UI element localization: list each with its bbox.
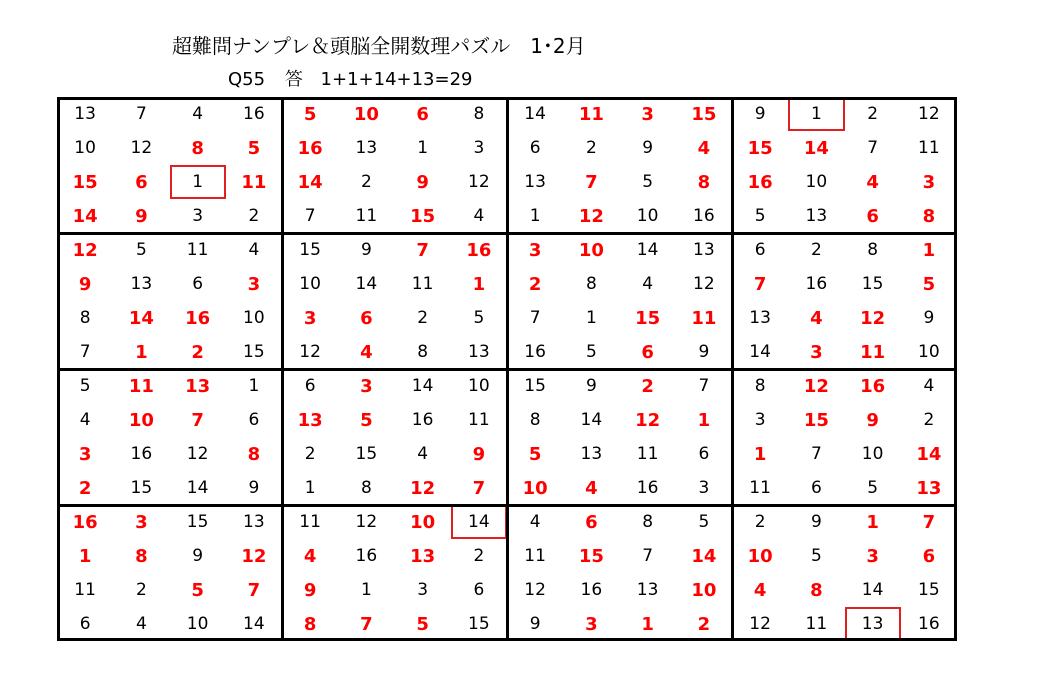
grid-cell-r13-c4: 13 bbox=[243, 512, 265, 532]
grid-cell-r8-c8: 13 bbox=[468, 342, 490, 362]
grid-cell-r1-c12: 15 bbox=[691, 103, 717, 125]
grid-cell-r7-c16: 9 bbox=[923, 308, 935, 328]
grid-cell-r11-c16: 14 bbox=[916, 443, 942, 465]
grid-cell-r4-c8: 4 bbox=[473, 206, 485, 226]
grid-cell-r13-c14: 9 bbox=[810, 512, 822, 532]
grid-cell-r10-c4: 6 bbox=[248, 410, 260, 430]
grid-cell-r14-c1: 1 bbox=[78, 545, 92, 567]
grid-cell-r4-c15: 6 bbox=[866, 205, 879, 227]
grid-cell-r7-c3: 16 bbox=[185, 307, 211, 329]
grid-cell-r14-c15: 3 bbox=[866, 545, 879, 567]
grid-cell-r1-c9: 14 bbox=[524, 104, 546, 124]
grid-cell-r8-c14: 3 bbox=[810, 341, 823, 363]
grid-cell-r10-c14: 15 bbox=[803, 409, 829, 431]
grid-cell-r6-c1: 9 bbox=[78, 273, 92, 295]
grid-cell-r15-c11: 13 bbox=[636, 580, 659, 600]
grid-cell-r6-c2: 13 bbox=[130, 274, 153, 294]
grid-cell-r9-c16: 4 bbox=[923, 376, 935, 396]
grid-cell-r3-c9: 13 bbox=[524, 172, 546, 192]
grid-cell-r14-c8: 2 bbox=[473, 546, 485, 566]
grid-cell-r13-c12: 5 bbox=[698, 512, 710, 532]
grid-cell-r6-c13: 7 bbox=[753, 273, 767, 295]
grid-cell-r14-c4: 12 bbox=[241, 545, 267, 567]
grid-cell-r16-c8: 15 bbox=[468, 614, 490, 634]
grid-cell-r3-c10: 7 bbox=[585, 171, 598, 193]
grid-cell-r9-c14: 12 bbox=[803, 375, 829, 397]
grid-cell-r6-c9: 2 bbox=[528, 273, 542, 295]
grid-cell-r2-c4: 5 bbox=[247, 137, 261, 159]
grid-cell-r8-c7: 8 bbox=[417, 342, 429, 362]
grid-cell-r3-c6: 2 bbox=[360, 172, 372, 192]
grid-cell-r11-c2: 16 bbox=[130, 444, 153, 464]
grid-cell-r15-c1: 11 bbox=[74, 580, 96, 600]
grid-cell-r13-c3: 15 bbox=[186, 512, 209, 532]
grid-cell-r12-c14: 6 bbox=[810, 478, 822, 498]
grid-cell-r3-c13: 16 bbox=[747, 171, 773, 193]
grid-cell-r1-c13: 9 bbox=[754, 104, 766, 124]
grid-cell-r15-c2: 2 bbox=[135, 580, 147, 600]
grid-cell-r6-c3: 6 bbox=[192, 274, 204, 294]
grid-cell-r3-c14: 10 bbox=[805, 172, 828, 192]
grid-cell-r2-c2: 12 bbox=[130, 138, 153, 158]
grid-cell-r12-c3: 14 bbox=[186, 478, 209, 498]
grid-cell-r13-c16: 7 bbox=[922, 511, 936, 533]
grid-cell-r8-c11: 6 bbox=[641, 341, 654, 363]
sudoku-grid bbox=[57, 97, 957, 641]
block-border-horizontal bbox=[57, 368, 957, 371]
grid-cell-r16-c5: 8 bbox=[303, 613, 317, 635]
grid-cell-r11-c7: 4 bbox=[417, 444, 429, 464]
grid-cell-r13-c11: 8 bbox=[642, 512, 654, 532]
block-border-horizontal bbox=[57, 504, 957, 507]
grid-cell-r4-c7: 15 bbox=[410, 205, 436, 227]
grid-cell-r9-c7: 14 bbox=[411, 376, 434, 396]
grid-cell-r7-c15: 12 bbox=[860, 307, 886, 329]
grid-cell-r16-c13: 12 bbox=[749, 614, 771, 634]
grid-cell-r8-c15: 11 bbox=[860, 341, 886, 363]
grid-cell-r15-c9: 12 bbox=[524, 580, 546, 600]
grid-cell-r15-c10: 16 bbox=[580, 580, 603, 600]
grid-cell-r12-c5: 1 bbox=[304, 478, 316, 498]
grid-cell-r14-c5: 4 bbox=[303, 545, 317, 567]
grid-cell-r14-c11: 7 bbox=[642, 546, 654, 566]
grid-cell-r1-c2: 7 bbox=[135, 104, 147, 124]
grid-cell-r11-c8: 9 bbox=[472, 443, 486, 465]
grid-cell-r16-c16: 16 bbox=[918, 614, 940, 634]
grid-cell-r7-c12: 11 bbox=[691, 307, 717, 329]
grid-cell-r10-c6: 5 bbox=[360, 409, 373, 431]
grid-cell-r15-c3: 5 bbox=[191, 579, 204, 601]
grid-cell-r10-c15: 9 bbox=[866, 409, 879, 431]
grid-cell-r10-c10: 14 bbox=[580, 410, 603, 430]
grid-cell-r1-c5: 5 bbox=[303, 103, 317, 125]
grid-cell-r6-c14: 16 bbox=[805, 274, 828, 294]
grid-cell-r16-c12: 2 bbox=[697, 613, 711, 635]
grid-cell-r10-c2: 10 bbox=[128, 409, 154, 431]
grid-cell-r6-c8: 1 bbox=[472, 273, 486, 295]
grid-cell-r6-c10: 8 bbox=[585, 274, 597, 294]
grid-cell-r11-c4: 8 bbox=[247, 443, 261, 465]
grid-cell-r5-c5: 15 bbox=[299, 240, 321, 260]
grid-cell-r14-c6: 16 bbox=[355, 546, 378, 566]
grid-cell-r5-c12: 13 bbox=[693, 240, 715, 260]
grid-cell-r12-c1: 2 bbox=[78, 477, 92, 499]
grid-cell-r7-c9: 7 bbox=[529, 308, 541, 328]
grid-cell-r3-c11: 5 bbox=[642, 172, 654, 192]
grid-cell-r12-c10: 4 bbox=[585, 477, 598, 499]
grid-cell-r16-c1: 6 bbox=[79, 614, 91, 634]
grid-cell-r1-c16: 12 bbox=[918, 104, 940, 124]
grid-cell-r5-c7: 7 bbox=[416, 239, 429, 261]
grid-cell-r6-c4: 3 bbox=[247, 273, 261, 295]
grid-cell-r4-c3: 3 bbox=[192, 206, 204, 226]
grid-cell-r1-c3: 4 bbox=[192, 104, 204, 124]
grid-cell-r2-c9: 6 bbox=[529, 138, 541, 158]
grid-cell-r13-c9: 4 bbox=[529, 512, 541, 532]
grid-cell-r12-c6: 8 bbox=[360, 478, 372, 498]
grid-cell-r6-c12: 12 bbox=[693, 274, 715, 294]
grid-cell-r16-c4: 14 bbox=[243, 614, 265, 634]
grid-cell-r1-c6: 10 bbox=[353, 103, 379, 125]
grid-cell-r5-c3: 11 bbox=[186, 240, 209, 260]
grid-cell-r5-c6: 9 bbox=[360, 240, 372, 260]
grid-cell-r5-c4: 4 bbox=[248, 240, 260, 260]
grid-cell-r3-c1: 15 bbox=[72, 171, 98, 193]
grid-cell-r7-c2: 14 bbox=[128, 307, 154, 329]
answer-formula: 1+1+14+13=29 bbox=[320, 69, 473, 90]
grid-cell-r3-c2: 6 bbox=[135, 171, 148, 193]
grid-cell-r4-c13: 5 bbox=[754, 206, 766, 226]
grid-cell-r8-c4: 15 bbox=[243, 342, 265, 362]
grid-cell-r10-c9: 8 bbox=[529, 410, 541, 430]
grid-cell-r4-c6: 11 bbox=[355, 206, 378, 226]
grid-cell-r3-c3: 1 bbox=[170, 165, 226, 199]
grid-cell-r7-c8: 5 bbox=[473, 308, 485, 328]
grid-cell-r15-c15: 14 bbox=[861, 580, 884, 600]
grid-cell-r15-c13: 4 bbox=[753, 579, 767, 601]
grid-cell-r11-c11: 11 bbox=[636, 444, 659, 464]
grid-cell-r8-c3: 2 bbox=[191, 341, 204, 363]
grid-cell-r5-c16: 1 bbox=[922, 239, 936, 261]
grid-cell-r13-c10: 6 bbox=[585, 511, 598, 533]
grid-cell-r13-c6: 12 bbox=[355, 512, 378, 532]
grid-cell-r10-c3: 7 bbox=[191, 409, 204, 431]
grid-cell-r8-c1: 7 bbox=[79, 342, 91, 362]
grid-cell-r16-c15: 13 bbox=[845, 607, 901, 641]
grid-cell-r7-c7: 2 bbox=[417, 308, 429, 328]
grid-cell-r7-c11: 15 bbox=[635, 307, 661, 329]
grid-cell-r5-c14: 2 bbox=[810, 240, 822, 260]
grid-cell-r2-c5: 16 bbox=[297, 137, 323, 159]
grid-cell-r3-c16: 3 bbox=[922, 171, 936, 193]
grid-cell-r9-c3: 13 bbox=[185, 375, 211, 397]
grid-cell-r15-c12: 10 bbox=[691, 579, 717, 601]
grid-cell-r13-c15: 1 bbox=[866, 511, 879, 533]
grid-cell-r13-c7: 10 bbox=[410, 511, 436, 533]
page-title: 超難問ナンプレ＆頭脳全開数理パズル 1･2月 bbox=[172, 34, 586, 58]
grid-cell-r2-c16: 11 bbox=[918, 138, 940, 158]
grid-cell-r13-c1: 16 bbox=[72, 511, 98, 533]
grid-cell-r7-c1: 8 bbox=[79, 308, 91, 328]
grid-cell-r6-c6: 14 bbox=[355, 274, 378, 294]
grid-cell-r4-c12: 16 bbox=[693, 206, 715, 226]
grid-cell-r16-c14: 11 bbox=[805, 614, 828, 634]
grid-cell-r14-c9: 11 bbox=[524, 546, 546, 566]
grid-cell-r2-c14: 14 bbox=[803, 137, 829, 159]
grid-cell-r7-c5: 3 bbox=[303, 307, 317, 329]
grid-cell-r5-c15: 8 bbox=[867, 240, 879, 260]
grid-cell-r12-c16: 13 bbox=[916, 477, 942, 499]
grid-cell-r16-c11: 1 bbox=[641, 613, 654, 635]
grid-cell-r14-c16: 6 bbox=[922, 545, 936, 567]
grid-cell-r2-c10: 2 bbox=[585, 138, 597, 158]
grid-cell-r11-c12: 6 bbox=[698, 444, 710, 464]
grid-cell-r11-c3: 12 bbox=[186, 444, 209, 464]
grid-cell-r2-c13: 15 bbox=[747, 137, 773, 159]
grid-cell-r10-c5: 13 bbox=[297, 409, 323, 431]
grid-cell-r2-c1: 10 bbox=[74, 138, 96, 158]
grid-cell-r10-c16: 2 bbox=[923, 410, 935, 430]
grid-cell-r15-c5: 9 bbox=[303, 579, 317, 601]
grid-cell-r14-c3: 9 bbox=[192, 546, 204, 566]
grid-cell-r15-c7: 3 bbox=[417, 580, 429, 600]
grid-cell-r10-c8: 11 bbox=[468, 410, 490, 430]
grid-cell-r1-c7: 6 bbox=[416, 103, 429, 125]
grid-cell-r2-c6: 13 bbox=[355, 138, 378, 158]
grid-cell-r3-c5: 14 bbox=[297, 171, 323, 193]
grid-cell-r12-c8: 7 bbox=[472, 477, 486, 499]
grid-cell-r16-c3: 10 bbox=[186, 614, 209, 634]
grid-cell-r4-c5: 7 bbox=[304, 206, 316, 226]
grid-cell-r6-c7: 11 bbox=[411, 274, 434, 294]
grid-cell-r8-c12: 9 bbox=[698, 342, 710, 362]
block-border-vertical bbox=[731, 97, 734, 641]
grid-cell-r16-c6: 7 bbox=[360, 613, 373, 635]
grid-cell-r3-c7: 9 bbox=[416, 171, 429, 193]
grid-cell-r13-c8: 14 bbox=[451, 505, 507, 539]
question-label: Q55 bbox=[228, 69, 266, 90]
block-border-horizontal bbox=[57, 638, 957, 641]
grid-cell-r15-c8: 6 bbox=[473, 580, 485, 600]
grid-cell-r3-c15: 4 bbox=[866, 171, 879, 193]
grid-cell-r9-c5: 6 bbox=[304, 376, 316, 396]
grid-cell-r8-c13: 14 bbox=[749, 342, 771, 362]
grid-cell-r13-c5: 11 bbox=[299, 512, 321, 532]
grid-cell-r8-c9: 16 bbox=[524, 342, 546, 362]
grid-cell-r4-c9: 1 bbox=[529, 206, 541, 226]
grid-cell-r12-c12: 3 bbox=[698, 478, 710, 498]
grid-cell-r4-c11: 10 bbox=[636, 206, 659, 226]
grid-cell-r8-c5: 12 bbox=[299, 342, 321, 362]
grid-cell-r2-c15: 7 bbox=[867, 138, 879, 158]
grid-cell-r6-c16: 5 bbox=[922, 273, 936, 295]
grid-cell-r16-c9: 9 bbox=[529, 614, 541, 634]
grid-cell-r16-c7: 5 bbox=[416, 613, 429, 635]
grid-cell-r1-c11: 3 bbox=[641, 103, 654, 125]
grid-cell-r4-c10: 12 bbox=[578, 205, 604, 227]
grid-cell-r5-c8: 16 bbox=[466, 239, 492, 261]
grid-cell-r5-c2: 5 bbox=[135, 240, 147, 260]
grid-cell-r11-c1: 3 bbox=[78, 443, 92, 465]
grid-cell-r12-c11: 16 bbox=[636, 478, 659, 498]
grid-cell-r10-c11: 12 bbox=[635, 409, 661, 431]
grid-cell-r1-c4: 16 bbox=[243, 104, 265, 124]
grid-cell-r15-c6: 1 bbox=[360, 580, 372, 600]
grid-cell-r15-c16: 15 bbox=[918, 580, 940, 600]
grid-cell-r14-c14: 5 bbox=[810, 546, 822, 566]
grid-cell-r5-c13: 6 bbox=[754, 240, 766, 260]
grid-cell-r10-c13: 3 bbox=[754, 410, 766, 430]
grid-cell-r8-c10: 5 bbox=[585, 342, 597, 362]
grid-cell-r5-c10: 10 bbox=[578, 239, 604, 261]
grid-cell-r16-c10: 3 bbox=[585, 613, 598, 635]
grid-cell-r9-c12: 7 bbox=[698, 376, 710, 396]
grid-cell-r2-c11: 9 bbox=[642, 138, 654, 158]
grid-cell-r7-c10: 1 bbox=[585, 308, 597, 328]
grid-cell-r9-c9: 15 bbox=[524, 376, 546, 396]
grid-cell-r15-c4: 7 bbox=[247, 579, 261, 601]
grid-cell-r9-c8: 10 bbox=[468, 376, 490, 396]
grid-cell-r9-c6: 3 bbox=[360, 375, 373, 397]
grid-cell-r9-c15: 16 bbox=[860, 375, 886, 397]
grid-cell-r6-c15: 15 bbox=[861, 274, 884, 294]
grid-cell-r12-c9: 10 bbox=[522, 477, 548, 499]
grid-cell-r16-c2: 4 bbox=[135, 614, 147, 634]
grid-cell-r2-c7: 1 bbox=[417, 138, 429, 158]
grid-cell-r14-c13: 10 bbox=[747, 545, 773, 567]
grid-cell-r8-c16: 10 bbox=[918, 342, 940, 362]
grid-cell-r6-c5: 10 bbox=[299, 274, 321, 294]
grid-cell-r15-c14: 8 bbox=[810, 579, 823, 601]
grid-cell-r9-c1: 5 bbox=[79, 376, 91, 396]
grid-cell-r9-c2: 11 bbox=[128, 375, 154, 397]
grid-cell-r11-c6: 15 bbox=[355, 444, 378, 464]
grid-cell-r8-c2: 1 bbox=[135, 341, 148, 363]
grid-cell-r12-c2: 15 bbox=[130, 478, 153, 498]
grid-cell-r14-c10: 15 bbox=[578, 545, 604, 567]
grid-cell-r7-c4: 10 bbox=[243, 308, 265, 328]
grid-cell-r2-c3: 8 bbox=[191, 137, 204, 159]
grid-cell-r11-c14: 7 bbox=[810, 444, 822, 464]
grid-cell-r12-c7: 12 bbox=[410, 477, 436, 499]
grid-cell-r1-c1: 13 bbox=[74, 104, 96, 124]
grid-cell-r12-c15: 5 bbox=[867, 478, 879, 498]
grid-cell-r8-c6: 4 bbox=[360, 341, 373, 363]
grid-cell-r1-c10: 11 bbox=[578, 103, 604, 125]
grid-cell-r13-c13: 2 bbox=[754, 512, 766, 532]
grid-cell-r14-c7: 13 bbox=[410, 545, 436, 567]
grid-cell-r3-c8: 12 bbox=[468, 172, 490, 192]
grid-cell-r10-c7: 16 bbox=[411, 410, 434, 430]
grid-cell-r2-c12: 4 bbox=[697, 137, 711, 159]
grid-cell-r4-c4: 2 bbox=[248, 206, 260, 226]
grid-cell-r1-c15: 2 bbox=[867, 104, 879, 124]
grid-cell-r9-c13: 8 bbox=[754, 376, 766, 396]
grid-cell-r13-c2: 3 bbox=[135, 511, 148, 533]
grid-cell-r2-c8: 3 bbox=[473, 138, 485, 158]
grid-cell-r9-c4: 1 bbox=[248, 376, 260, 396]
grid-cell-r9-c11: 2 bbox=[641, 375, 654, 397]
grid-cell-r4-c14: 13 bbox=[805, 206, 828, 226]
grid-cell-r3-c12: 8 bbox=[697, 171, 711, 193]
grid-cell-r4-c16: 8 bbox=[922, 205, 936, 227]
grid-cell-r5-c9: 3 bbox=[528, 239, 542, 261]
grid-cell-r10-c12: 1 bbox=[697, 409, 711, 431]
grid-cell-r6-c11: 4 bbox=[642, 274, 654, 294]
grid-cell-r11-c15: 10 bbox=[861, 444, 884, 464]
grid-cell-r10-c1: 4 bbox=[79, 410, 91, 430]
grid-cell-r4-c2: 9 bbox=[135, 205, 148, 227]
grid-cell-r3-c4: 11 bbox=[241, 171, 267, 193]
answer-label: 答 bbox=[284, 69, 303, 90]
grid-cell-r1-c14: 1 bbox=[788, 97, 844, 131]
grid-cell-r11-c5: 2 bbox=[304, 444, 316, 464]
grid-cell-r12-c13: 11 bbox=[749, 478, 771, 498]
grid-cell-r9-c10: 9 bbox=[585, 376, 597, 396]
block-border-vertical bbox=[954, 97, 957, 641]
grid-cell-r11-c10: 13 bbox=[580, 444, 603, 464]
grid-cell-r12-c4: 9 bbox=[248, 478, 260, 498]
grid-cell-r11-c13: 1 bbox=[753, 443, 767, 465]
grid-cell-r4-c1: 14 bbox=[72, 205, 98, 227]
grid-cell-r1-c8: 8 bbox=[473, 104, 485, 124]
grid-cell-r5-c1: 12 bbox=[72, 239, 98, 261]
grid-cell-r5-c11: 14 bbox=[636, 240, 659, 260]
grid-cell-r14-c12: 14 bbox=[691, 545, 717, 567]
answer-line bbox=[228, 69, 473, 91]
grid-cell-r14-c2: 8 bbox=[135, 545, 148, 567]
grid-cell-r7-c14: 4 bbox=[810, 307, 823, 329]
grid-cell-r7-c6: 6 bbox=[360, 307, 373, 329]
grid-cell-r11-c9: 5 bbox=[528, 443, 542, 465]
grid-cell-r7-c13: 13 bbox=[749, 308, 771, 328]
